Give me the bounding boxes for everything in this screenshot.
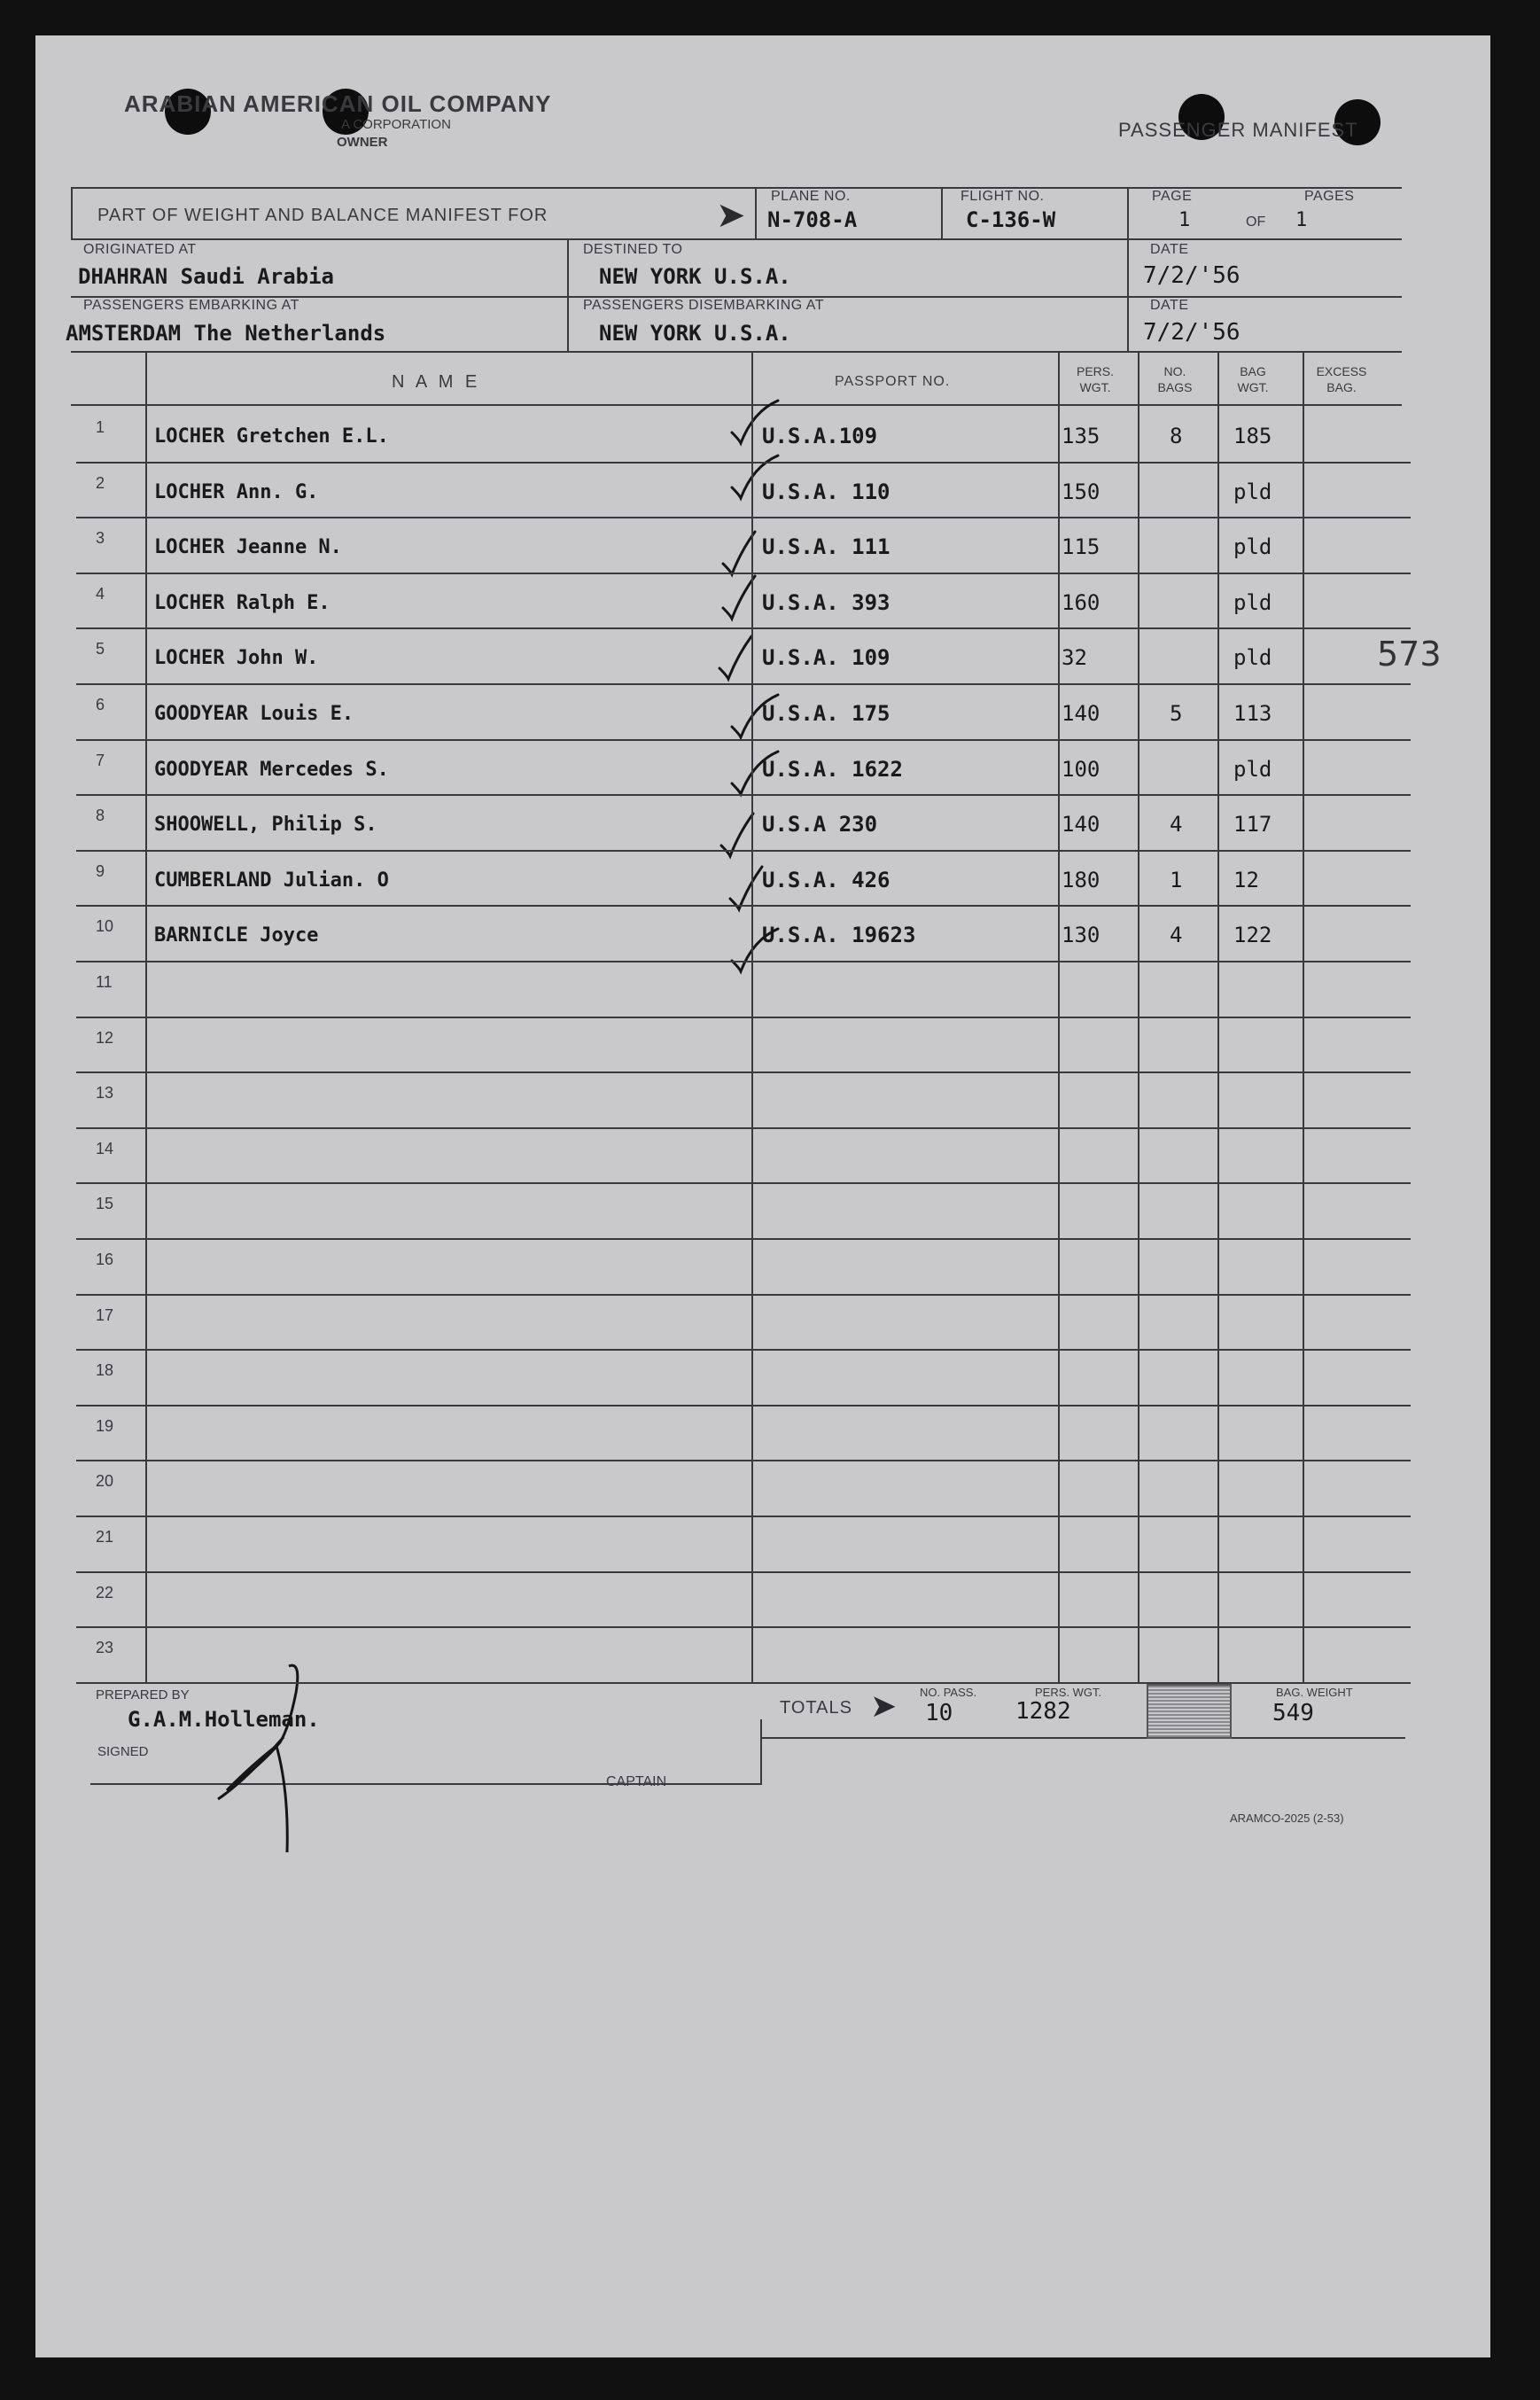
bag-count: 5	[1170, 701, 1183, 726]
bag-weight: pld	[1233, 479, 1272, 504]
row-number: 15	[96, 1195, 114, 1213]
row-number: 2	[96, 473, 105, 492]
passport-number: U.S.A. 109	[762, 645, 891, 671]
row-number: 23	[96, 1639, 114, 1657]
passenger-name: CUMBERLAND Julian. O	[154, 869, 389, 892]
pages-label: PAGES	[1304, 189, 1355, 204]
row-number: 5	[96, 640, 105, 658]
check-mark-icon	[718, 806, 771, 860]
page-value: 1	[1178, 209, 1191, 231]
personal-weight: 130	[1062, 923, 1101, 948]
passenger-name: BARNICLE Joyce	[154, 924, 319, 947]
signature-mark	[191, 1657, 315, 1861]
personal-weight: 150	[1062, 479, 1101, 504]
check-mark-icon	[728, 448, 782, 502]
row-number: 20	[96, 1472, 114, 1491]
bag-weight: 185	[1233, 424, 1272, 448]
row-number: 21	[96, 1528, 114, 1546]
embarking-label: PASSENGERS EMBARKING AT	[83, 298, 299, 313]
pers-wgt-total-value: 1282	[1015, 1698, 1071, 1725]
excess-bag-header-line2: BAG.	[1326, 380, 1357, 394]
prepared-by-value: G.A.M.Holleman.	[128, 1707, 320, 1732]
embarking-value: AMSTERDAM The Netherlands	[66, 321, 386, 346]
passenger-name: LOCHER Ann. G.	[154, 480, 319, 503]
row-number: 9	[96, 861, 105, 880]
manifest-sheet	[35, 35, 1490, 2357]
passport-number: U.S.A. 426	[762, 867, 891, 892]
passport-number: U.S.A. 110	[762, 479, 891, 504]
captain-label: CAPTAIN	[606, 1774, 667, 1789]
plane-no-value: N-708-A	[767, 207, 858, 232]
bag-weight: pld	[1233, 645, 1272, 671]
row-number: 14	[96, 1139, 114, 1157]
bag-count: 4	[1170, 812, 1183, 838]
arrow-right-icon: ➤	[870, 1687, 898, 1724]
passenger-name: LOCHER Gretchen E.L.	[154, 425, 389, 448]
bag-weight: 113	[1233, 701, 1272, 726]
bag-count: 1	[1170, 867, 1183, 892]
personal-weight: 32	[1062, 645, 1087, 671]
form-number: ARAMCO-2025 (2-53)	[1230, 1812, 1344, 1825]
bag-weight: 117	[1233, 812, 1272, 838]
excess-bag-header-line1: EXCESS	[1316, 364, 1367, 378]
passport-header: PASSPORT NO.	[835, 374, 951, 389]
totals-label: TOTALS	[780, 1698, 852, 1718]
row-number: 8	[96, 806, 105, 825]
personal-weight: 180	[1062, 867, 1101, 892]
date-label-2: DATE	[1150, 298, 1189, 313]
bag-weight: pld	[1233, 756, 1272, 782]
row-number: 1	[96, 418, 105, 436]
pers-wgt-total-label: PERS. WGT.	[1035, 1686, 1102, 1699]
pers-wgt-header	[1065, 363, 1125, 395]
prepared-by-label: PREPARED BY	[96, 1687, 190, 1703]
passenger-name: GOODYEAR Mercedes S.	[154, 758, 389, 781]
personal-weight: 140	[1062, 701, 1101, 726]
document-type: PASSENGER MANIFEST	[1118, 119, 1358, 141]
passenger-name: LOCHER John W.	[154, 647, 319, 670]
passenger-name: SHOOWELL, Philip S.	[154, 814, 377, 837]
check-mark-icon	[728, 922, 782, 975]
check-mark-icon	[728, 394, 782, 447]
passenger-name: GOODYEAR Louis E.	[154, 703, 354, 725]
bag-count: 4	[1170, 923, 1183, 948]
margin-note: 573	[1377, 635, 1442, 674]
owner-label: OWNER	[337, 135, 388, 150]
pers-wgt-header-line2: WGT.	[1079, 380, 1111, 394]
row-number: 13	[96, 1084, 114, 1103]
bag-weight: pld	[1233, 534, 1272, 560]
check-mark-icon	[728, 688, 782, 741]
passenger-name: LOCHER Jeanne N.	[154, 536, 342, 559]
name-header: N A M E	[392, 372, 481, 392]
passport-number: U.S.A. 393	[762, 589, 891, 615]
no-bags-header	[1147, 363, 1203, 395]
destined-value: NEW YORK U.S.A.	[599, 264, 791, 289]
bag-weight: pld	[1233, 589, 1272, 615]
row-number: 19	[96, 1416, 114, 1435]
check-mark-icon	[719, 569, 773, 622]
flight-no-value: C-136-W	[966, 207, 1056, 232]
bag-wgt-header-line1: BAG	[1240, 364, 1266, 378]
originated-value: DHAHRAN Saudi Arabia	[78, 264, 334, 289]
check-mark-icon	[716, 629, 769, 682]
no-bags-header-line1: NO.	[1163, 364, 1186, 378]
row-number: 22	[96, 1583, 114, 1601]
personal-weight: 100	[1062, 756, 1101, 782]
corporation-label: A CORPORATION	[341, 117, 451, 132]
passport-number: U.S.A. 1622	[762, 756, 903, 782]
row-number: 18	[96, 1361, 114, 1380]
part-of-label: PART OF WEIGHT AND BALANCE MANIFEST FOR	[97, 206, 548, 225]
passport-number: U.S.A. 111	[762, 534, 891, 560]
no-pass-label: NO. PASS.	[920, 1686, 977, 1699]
pages-value: 1	[1295, 209, 1308, 231]
signed-label: SIGNED	[97, 1744, 149, 1759]
originated-label: ORIGINATED AT	[83, 242, 197, 257]
row-number: 12	[96, 1028, 114, 1047]
no-pass-value: 10	[925, 1700, 953, 1726]
bag-weight: 122	[1233, 923, 1272, 948]
bag-count: 8	[1170, 424, 1183, 448]
bag-wgt-header	[1226, 363, 1279, 395]
date-value-2: 7/2/'56	[1143, 319, 1241, 346]
bag-wgt-header-line2: WGT.	[1237, 380, 1269, 394]
personal-weight: 160	[1062, 589, 1101, 615]
flight-no-label: FLIGHT NO.	[961, 189, 1045, 204]
row-number: 10	[96, 917, 114, 936]
no-bags-header-line2: BAGS	[1157, 380, 1193, 394]
passport-number: U.S.A.109	[762, 424, 878, 448]
company-name: ARABIAN AMERICAN OIL COMPANY	[124, 90, 552, 117]
of-label: OF	[1246, 214, 1266, 230]
row-number: 17	[96, 1305, 114, 1324]
pers-wgt-header-line1: PERS.	[1076, 364, 1114, 378]
personal-weight: 115	[1062, 534, 1101, 560]
excess-bag-header	[1304, 363, 1379, 395]
row-number: 6	[96, 696, 105, 713]
passenger-name: LOCHER Ralph E.	[154, 591, 331, 614]
bag-weight-value: 549	[1272, 1700, 1314, 1726]
personal-weight: 135	[1062, 424, 1101, 448]
destined-label: DESTINED TO	[583, 242, 683, 257]
bag-weight-label: BAG. WEIGHT	[1276, 1686, 1353, 1699]
passport-number: U.S.A. 175	[762, 701, 891, 726]
page-label: PAGE	[1152, 189, 1193, 204]
passport-number: U.S.A. 19623	[762, 923, 916, 948]
plane-no-label: PLANE NO.	[771, 189, 851, 204]
date-value-1: 7/2/'56	[1143, 262, 1241, 289]
disembarking-value: NEW YORK U.S.A.	[599, 321, 791, 346]
row-number: 16	[96, 1251, 114, 1268]
hatched-box	[1147, 1684, 1232, 1739]
row-number: 7	[96, 751, 105, 769]
date-label-1: DATE	[1150, 242, 1189, 257]
disembarking-label: PASSENGERS DISEMBARKING AT	[583, 298, 825, 313]
bag-weight: 12	[1233, 867, 1259, 892]
row-number: 3	[96, 529, 105, 548]
arrow-right-icon: ➤	[716, 196, 746, 235]
passport-number: U.S.A 230	[762, 812, 878, 838]
row-number: 4	[96, 584, 105, 603]
check-mark-icon	[728, 744, 782, 798]
row-number: 11	[96, 973, 113, 991]
personal-weight: 140	[1062, 812, 1101, 838]
